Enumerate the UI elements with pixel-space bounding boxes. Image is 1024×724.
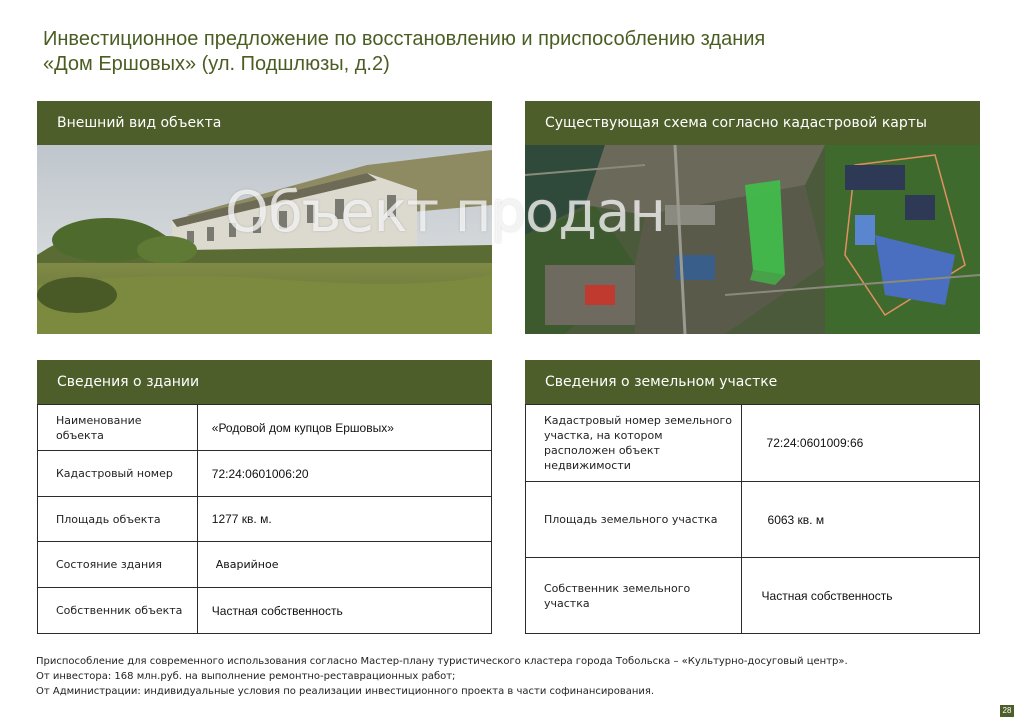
land-area-label: Площадь земельного участка [526,482,742,558]
table-row [38,405,492,451]
table-row [38,588,492,634]
footer-line-2: От инвестора: 168 млн.руб. на выполнение ремонтно-реставрационных работ; [36,671,456,682]
page-title [43,27,843,77]
table-row [526,482,980,558]
building-owner-value: Частная собственность [197,588,491,634]
footer-notes [36,654,996,699]
building-cadastral-number-value: 72:24:0601006:20 [197,451,491,497]
building-info-heading: Сведения о здании [37,360,492,404]
building-condition-label: Состояние здания [38,542,198,588]
land-owner-value: Частная собственность [741,558,979,634]
building-cadastral-number-label: Кадастровый номер [38,451,198,497]
page-title-line-2: «Дом Ершовых» (ул. Подшлюзы, д.2) [43,53,390,75]
table-row [38,451,492,497]
page-title-line-1: Инвестиционное предложение по восстановлению и приспособлению здания [43,28,766,50]
building-name-value: «Родовой дом купцов Ершовых» [197,405,491,451]
building-area-label: Площадь объекта [38,497,198,542]
land-cadastral-number-value: 72:24:0601009:66 [741,405,979,482]
footer-line-3: От Администрации: индивидуальные условия по реализации инвестиционного проекта в части софинансирования. [36,686,655,697]
building-owner-label: Собственник объекта [38,588,198,634]
land-info-table [525,404,980,634]
table-row [526,558,980,634]
cadastral-map-panel-heading: Существующая схема согласно кадастровой карты [525,101,980,145]
land-info-heading: Сведения о земельном участке [525,360,980,404]
table-row [38,497,492,542]
building-name-label: Наименование объекта [38,405,198,451]
exterior-panel-heading: Внешний вид объекта [37,101,492,145]
land-owner-label: Собственник земельного участка [526,558,742,634]
sold-watermark: Объект продан [225,180,665,245]
table-row [526,405,980,482]
page-number: 28 [1000,705,1014,717]
building-area-value: 1277 кв. м. [197,497,491,542]
land-area-value: 6063 кв. м [741,482,979,558]
table-row [38,542,492,588]
building-info-table [37,404,492,634]
building-condition-value: Аварийное [197,542,491,588]
footer-line-1: Приспособление для современного использования согласно Мастер-плану туристического кластера города Тобольска – «Культурно-досуговый центр». [36,656,848,667]
land-cadastral-number-label: Кадастровый номер земельного участка, на котором расположен объект недвижимости [526,405,742,482]
